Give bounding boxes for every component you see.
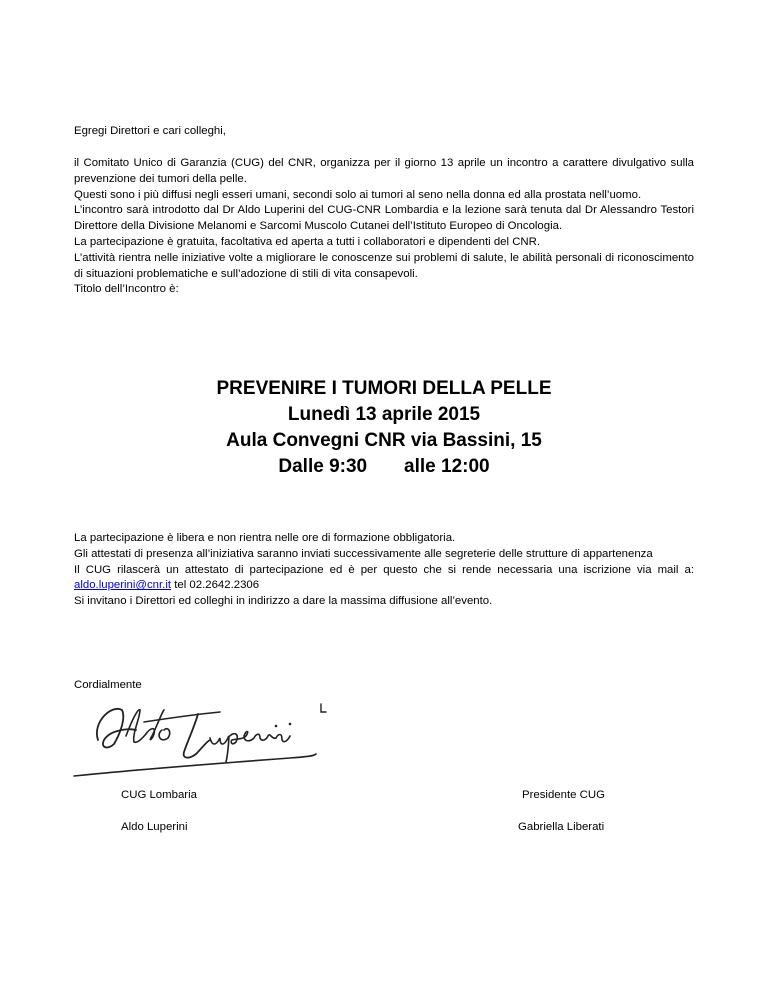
event-time: Dalle 9:30 alle 12:00 <box>278 456 490 477</box>
phone-text: tel 02.2642.2306 <box>171 579 260 592</box>
registration-text: Il CUG rilascerà un attestato di partecipazione ed è per questo che si rende necessaria una iscrizione via mail a: <box>74 563 694 576</box>
details-paragraph: Si invitano i Direttori ed colleghi in indirizzo a dare la massima diffusione all’evento. <box>74 595 493 608</box>
intro-paragraph: L’incontro sarà introdotto dal Dr Aldo Luperini del CUG-CNR Lombardia e la lezione sarà tenuta dal Dr Alessandro Testori Direttore della Divisione Melanomi e Sarcomi Muscolo Cutanei dell’Istituto Europeo di Oncologia. <box>74 204 694 233</box>
left-signatory-name: Aldo Luperini <box>121 821 188 833</box>
intro-paragraph: Questi sono i più diffusi negli esseri umani, secondi solo ai tumori al seno nella donna ed alla prostata nell’uomo. <box>74 188 642 201</box>
intro-paragraph: L’attività rientra nelle iniziative volte a migliorare le conoscenze sui problemi di salute, le abilità personali di riconoscimento di situazioni problematiche e sull’adozione di stili di vita consapevoli. <box>74 251 694 280</box>
right-signatory-org: Presidente CUG <box>522 789 605 801</box>
greeting-text: Egregi Direttori e cari colleghi, <box>74 125 226 137</box>
intro-section <box>74 156 694 298</box>
intro-paragraph: Titolo dell’Incontro è: <box>74 283 179 296</box>
details-paragraph <box>74 563 694 595</box>
intro-paragraph: il Comitato Unico di Garanzia (CUG) del CNR, organizza per il giorno 13 aprile un incontro a carattere divulgativo sulla prevenzione dei tumori della pelle. <box>74 157 694 185</box>
handwritten-signature <box>70 700 350 784</box>
details-section <box>74 531 694 610</box>
email-link[interactable]: aldo.luperini@cnr.it <box>74 579 172 592</box>
event-location: Aula Convegni CNR via Bassini, 15 <box>226 430 542 451</box>
greeting <box>74 124 694 140</box>
event-title: PREVENIRE I TUMORI DELLA PELLE <box>216 378 552 399</box>
details-paragraph: La partecipazione è libera e non rientra nelle ore di formazione obbligatoria. <box>74 532 456 544</box>
details-paragraph: Gli attestati di presenza all’iniziativa saranno inviati successivamente alle segreterie delle strutture di appartenenza <box>74 547 653 560</box>
closing: Cordialmente <box>74 679 142 691</box>
left-signatory-org: CUG Lombaria <box>121 789 197 801</box>
intro-paragraph: La partecipazione è gratuita, facoltativa ed aperta a tutti i collaboratori e dipendenti del CNR. <box>74 235 541 248</box>
right-signatory-name: Gabriella Liberati <box>518 821 605 833</box>
event-title-block <box>74 376 694 480</box>
event-date: Lunedì 13 aprile 2015 <box>287 404 481 425</box>
